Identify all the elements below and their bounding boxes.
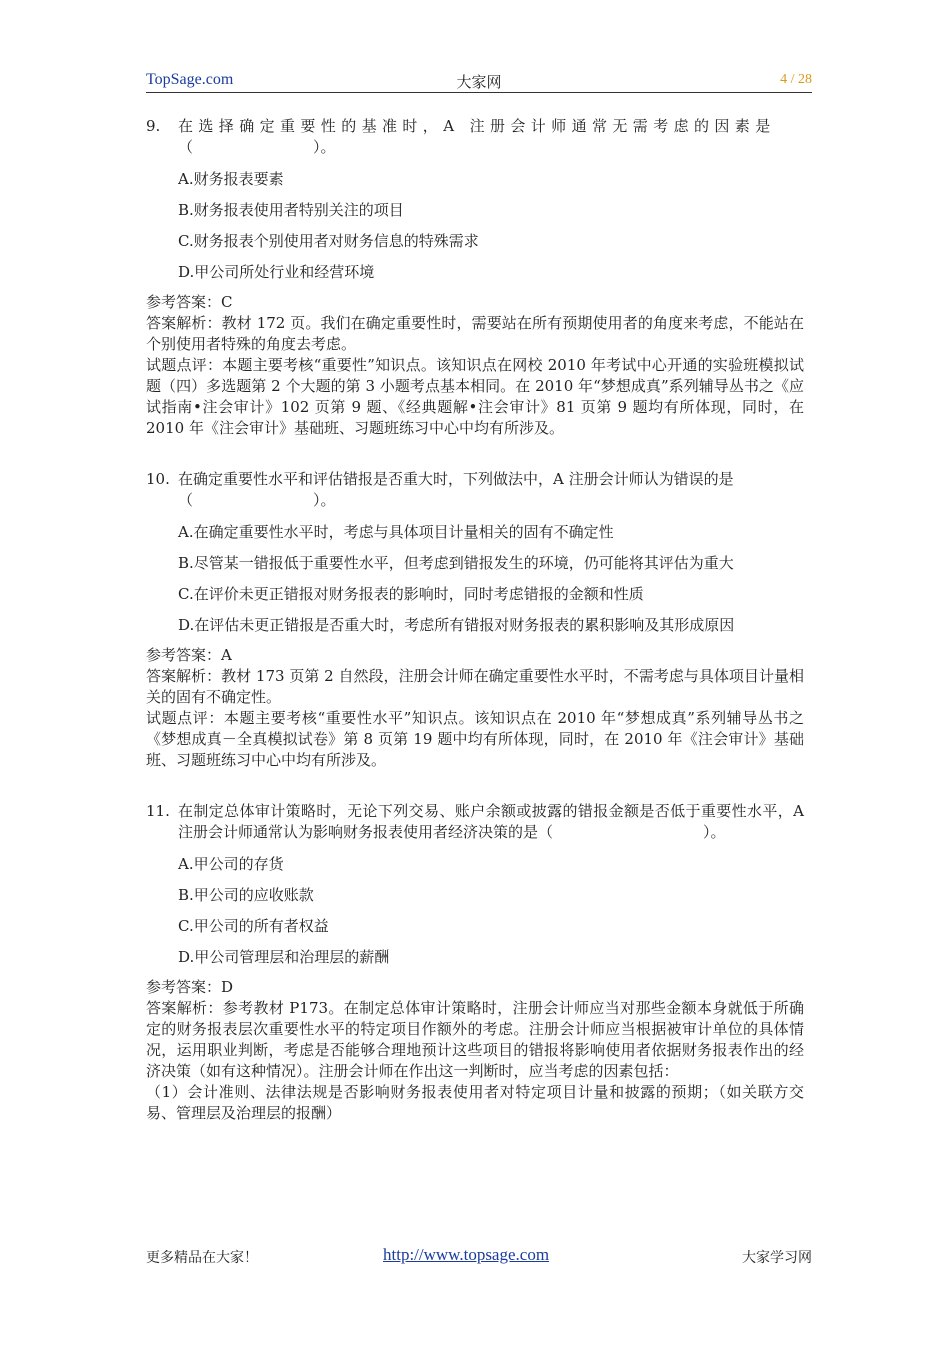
- option-d: D.在评估未更正错报是否重大时，考虑所有错报对财务报表的累积影响及其形成原因: [178, 616, 735, 634]
- question-text: 在制定总体审计策略时，无论下列交易、账户余额或披露的错报金额是否低于重要性水平，A 注册会计师通常认为影响财务报表使用者经济决策的是（: [178, 802, 804, 841]
- answer-blank: （ ）。: [178, 491, 336, 509]
- reference-answer: 参考答案：A: [146, 646, 232, 664]
- question-stem: [146, 116, 804, 158]
- answer-blank: （ ）。: [178, 138, 336, 156]
- option-c: C.甲公司的所有者权益: [178, 917, 329, 935]
- question-stem: [146, 801, 804, 843]
- option-a: A.甲公司的存货: [178, 855, 284, 873]
- question-number: 11.: [146, 802, 170, 820]
- question-block: [146, 469, 804, 771]
- reference-answer: 参考答案：D: [146, 978, 234, 996]
- answer-explanation: 答案解析：教材 173 页第 2 自然段，注册会计师在确定重要性水平时，不需考虑与具体项目计量相关的固有不确定性。: [146, 667, 804, 706]
- question-stem: [146, 469, 804, 511]
- option-list: [146, 517, 804, 641]
- explanation-point-1: （1）会计准则、法律法规是否影响财务报表使用者对特定项目计量和披露的预期；（如关联方交易、管理层及治理层的报酬）: [146, 1083, 804, 1122]
- question-text: 在确定重要性水平和评估错报是否重大时，下列做法中，A 注册会计师认为错误的是: [178, 470, 734, 488]
- question-text: 在选择确定重要性的基准时，A 注册会计师通常无需考虑的因素是: [178, 117, 776, 135]
- option-b: B.尽管某一错报低于重要性水平，但考虑到错报发生的环境，仍可能将其评估为重大: [178, 554, 734, 572]
- option-d: D.甲公司管理层和治理层的薪酬: [178, 948, 390, 966]
- question-block: [146, 801, 804, 1124]
- question-block: [146, 116, 804, 439]
- header-page-number: 4 / 28: [780, 72, 812, 87]
- reference-answer: 参考答案：C: [146, 293, 233, 311]
- header-center-title: 大家网: [456, 73, 502, 91]
- footer-brand: 大家学习网: [742, 1250, 812, 1266]
- header-site-name: TopSage.com: [146, 71, 234, 88]
- page-header: [146, 70, 812, 93]
- answer-explanation: 答案解析：参考教材 P173。在制定总体审计策略时，注册会计师应当对那些金额本身就低于所确定的财务报表层次重要性水平的特定项目作额外的考虑。注册会计师应当根据被审计单位的具体情况，运用职业判断，考虑是否能够合理地预计这些项目的错报将影响使用者依据财务报表作出的经济决策（如有这种情况）。注册会计师在作出这一判断时，应当考虑的因素包括：: [146, 999, 804, 1080]
- option-list: [146, 849, 804, 973]
- question-number: 9.: [146, 117, 161, 135]
- answer-explanation: 答案解析：教材 172 页。我们在确定重要性时，需要站在所有预期使用者的角度来考虑，不能站在个别使用者特殊的角度去考虑。: [146, 314, 804, 353]
- option-a: A.在确定重要性水平时，考虑与具体项目计量相关的固有不确定性: [178, 523, 614, 541]
- option-d: D.甲公司所处行业和经营环境: [178, 263, 375, 281]
- option-c: C.在评价未更正错报对财务报表的影响时，同时考虑错报的金额和性质: [178, 585, 644, 603]
- option-a: A.财务报表要素: [178, 170, 284, 188]
- option-b: B.财务报表使用者特别关注的项目: [178, 201, 404, 219]
- option-b: B.甲公司的应收账款: [178, 886, 314, 904]
- answer-blank: ）。: [553, 823, 726, 841]
- question-comment: 试题点评：本题主要考核“重要性”知识点。该知识点在网校 2010 年考试中心开通的实验班模拟试题（四）多选题第 2 个大题的第 3 小题考点基本相同。在 2010 年“梦想成真”系列辅导丛书之《应试指南•注会审计》102 页第 9 题、《经典题解•注会审计》81 页第 9 题均有所体现，同时，在 2010 年《注会审计》基础班、习题班练习中心中均有所涉及。: [146, 356, 804, 437]
- page-footer: [146, 1247, 812, 1269]
- footer-slogan: 更多精品在大家！: [146, 1250, 258, 1266]
- option-list: [146, 164, 804, 288]
- question-number: 10.: [146, 470, 170, 488]
- question-comment: 试题点评：本题主要考核“重要性水平”知识点。该知识点在 2010 年“梦想成真”系列辅导丛书之《梦想成真－全真模拟试卷》第 8 页第 19 题中均有所体现，同时，在 2010 年《注会审计》基础班、习题班练习中心中均有所涉及。: [146, 709, 804, 769]
- page-content: [146, 116, 804, 1124]
- footer-website-link[interactable]: http://www.topsage.com: [383, 1245, 550, 1264]
- option-c: C.财务报表个别使用者对财务信息的特殊需求: [178, 232, 479, 250]
